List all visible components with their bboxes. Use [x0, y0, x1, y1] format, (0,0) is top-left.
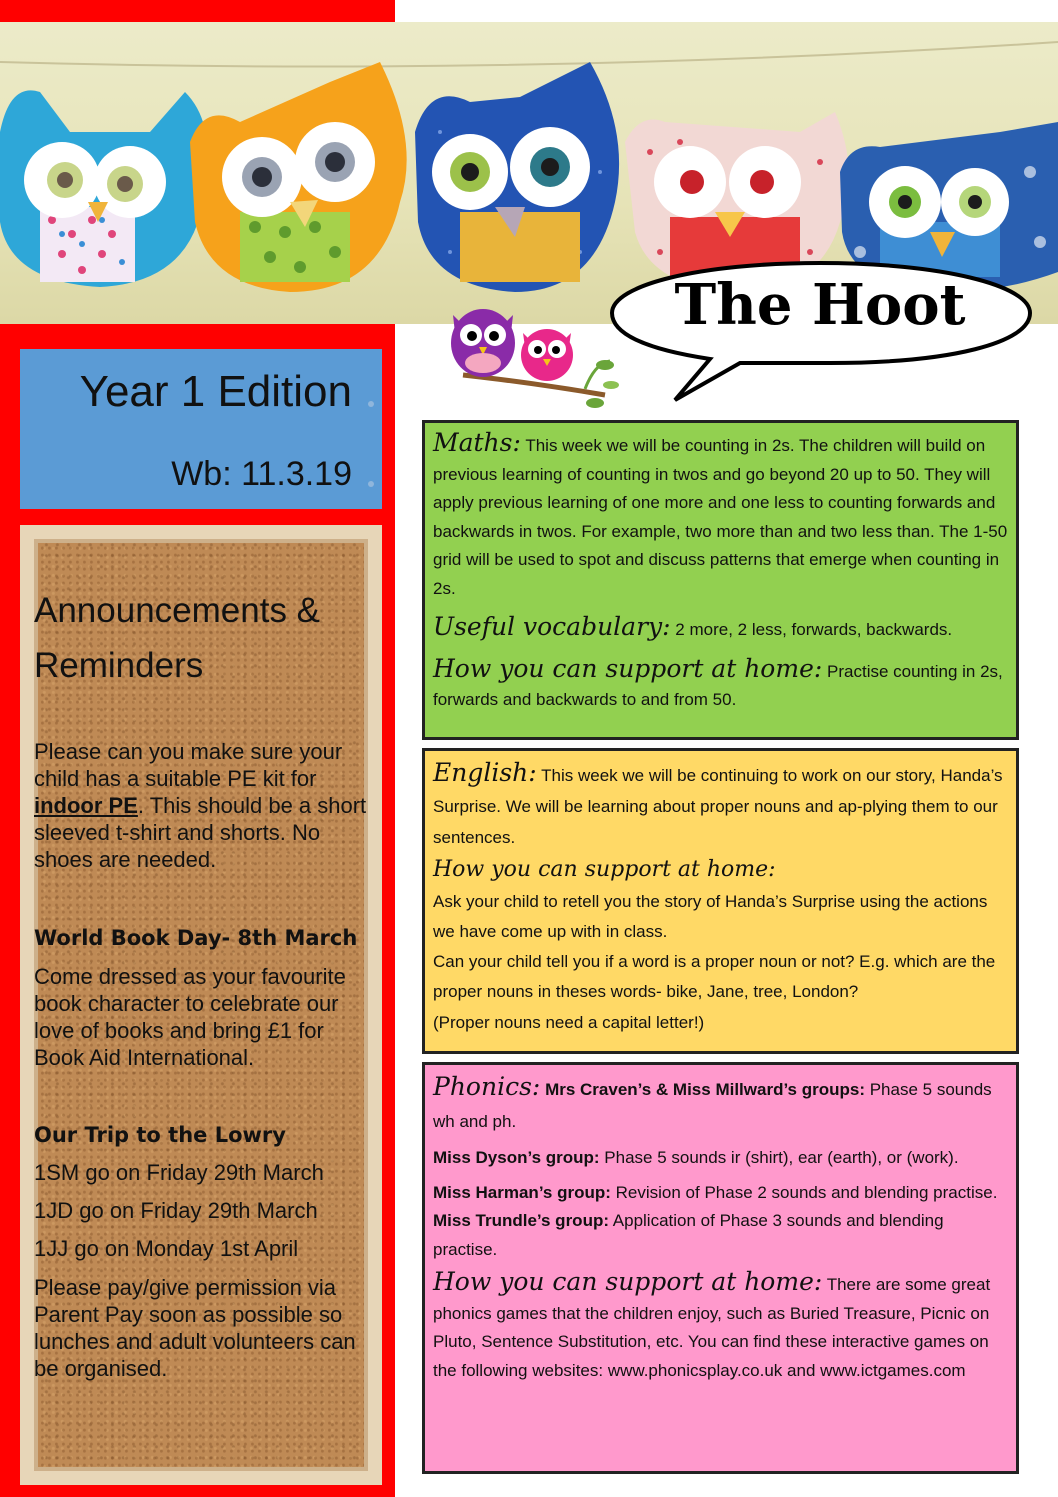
- book-day-heading: World Book Day- 8th March: [34, 926, 358, 950]
- phonics-support-label: How you can support at home:: [433, 1267, 823, 1296]
- maths-support-text: Practise counting in 2s, forwards and backwards to and from 50.: [433, 661, 1003, 709]
- maths-text: This week we will be counting in 2s. The children will build on previous learning of counting in twos and go beyond 20 up to 50. They will apply previous learning of one more and one less to counting forwards and backwards in twos. For example, two more than and two less than. The 1-50 grid will be used to spot and discuss patterns that emerge when counting in 2s.: [433, 436, 1008, 598]
- pe-kit-reminder: [34, 738, 369, 873]
- phonics-support: [433, 1268, 1008, 1385]
- group-name: Mrs Craven’s & Miss Millward’s groups:: [545, 1080, 865, 1099]
- owl-3-graphic: [415, 62, 619, 292]
- pe-emphasis: indoor PE: [34, 793, 138, 818]
- english-para-2: Can your child tell you if a word is a proper noun or not? E.g. which are the proper nouns in theses words- bike, Jane, tree, London?: [433, 952, 996, 1001]
- maths-section: [422, 420, 1019, 740]
- week-beginning: Wb: 11.3.19: [171, 455, 352, 493]
- trip-item: 1JD go on Friday 29th March: [34, 1198, 318, 1223]
- phonics-group-item: [433, 1179, 1008, 1208]
- newsletter-title: The Hoot: [674, 272, 966, 338]
- group-name: Miss Harman’s group:: [433, 1182, 611, 1202]
- edition-title: Year 1 Edition: [79, 367, 352, 416]
- maths-support-label: How you can support at home:: [433, 653, 823, 683]
- english-para-1: Ask your child to retell you the story of Handa’s Surprise using the actions we have come up with in class.: [433, 892, 988, 941]
- decorative-dot: [368, 481, 374, 487]
- english-text: This week we will be continuing to work on our story, Handa’s Surprise. We will be learning about proper nouns and ap-plying them to our sentences.: [433, 766, 1003, 847]
- maths-vocab: [433, 613, 1008, 645]
- group-text: Application of Phase 3 sounds and blending practise.: [433, 1211, 944, 1259]
- trip-note: Please pay/give permission via Parent Pay soon as possible so lunches and adult volunteers can be organised.: [34, 1275, 356, 1381]
- maths-paragraph: [433, 429, 1008, 603]
- vocab-label: Useful vocabulary:: [433, 612, 671, 641]
- group-text: Phase 5 sounds wh and ph.: [433, 1080, 992, 1131]
- trip-item: 1SM go on Friday 29th March: [34, 1160, 324, 1185]
- group-text: Revision of Phase 2 sounds and blending practise.: [610, 1182, 998, 1202]
- phonics-group-item: [433, 1071, 1008, 1138]
- group-text: Phase 5 sounds ir (shirt), ear (earth), or (work).: [599, 1148, 959, 1167]
- vocab-text: 2 more, 2 less, forwards, backwards.: [670, 620, 953, 639]
- trip-item: 1JJ go on Monday 1st April: [34, 1236, 299, 1261]
- corkboard-announcements: [20, 525, 382, 1485]
- english-label: English:: [433, 758, 537, 787]
- trip-heading: Our Trip to the Lowry: [34, 1123, 286, 1147]
- edition-card: [20, 349, 382, 509]
- phonics-label: Phonics:: [433, 1072, 541, 1101]
- maths-support: [433, 655, 1008, 715]
- english-paragraph: [433, 757, 1008, 853]
- owl-2-graphic: [190, 62, 407, 292]
- group-name: Miss Dyson’s group:: [433, 1148, 600, 1167]
- cartoon-owls-on-branch-icon: [445, 303, 625, 413]
- phonics-section: [422, 1062, 1019, 1474]
- announcements-title: Announcements & Reminders: [34, 591, 321, 685]
- book-day-text: Come dressed as your favourite book character to celebrate our love of books and bring £1 for Book Aid International.: [34, 964, 346, 1070]
- english-section: [422, 748, 1019, 1054]
- owl-1-graphic: [0, 90, 208, 287]
- phonics-group-item: [433, 1207, 1008, 1264]
- english-support-label: How you can support at home:: [433, 857, 776, 882]
- phonics-group-item: [433, 1144, 1008, 1173]
- decorative-dot: [368, 401, 374, 407]
- phonics-support-text: There are some great phonics games that the children enjoy, such as Buried Treasure, Picnic on Pluto, Sentence Substitution, etc. You can find these interactive games on the following websites: www.phonicsplay.co.uk and www.ictgames.com: [433, 1275, 991, 1380]
- pe-text-before: Please can you make sure your child has a suitable PE kit for: [34, 739, 343, 791]
- maths-label: Maths:: [433, 428, 521, 457]
- pe-text-after: . This should be a short sleeved t-shirt and shorts. No shoes are needed.: [34, 793, 367, 872]
- english-para-3: (Proper nouns need a capital letter!): [433, 1013, 705, 1032]
- group-name: Miss Trundle’s group:: [433, 1211, 609, 1230]
